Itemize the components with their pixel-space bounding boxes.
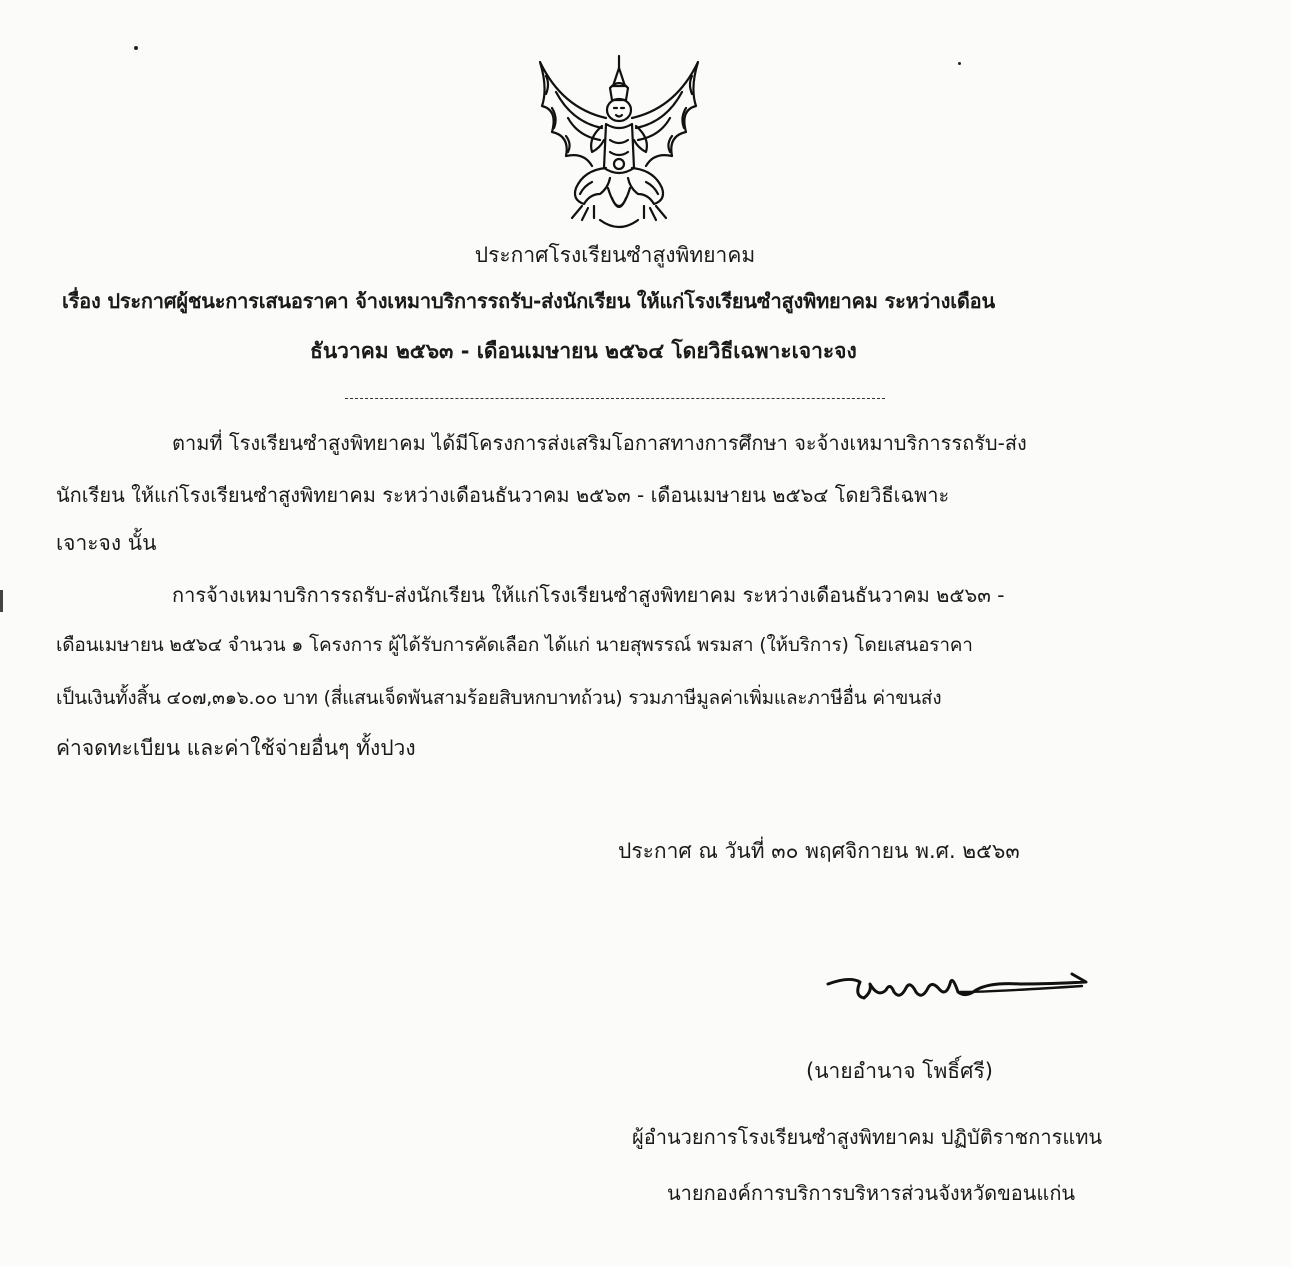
paragraph-2-line-1: การจ้างเหมาบริการรถรับ-ส่งนักเรียน ให้แก่โรงเรียนซำสูงพิทยาคม ระหว่างเดือนธันวาคม ๒๕๖๓ - bbox=[172, 583, 1005, 607]
scan-edge-mark bbox=[0, 590, 3, 612]
subject-line-1: เรื่อง ประกาศผู้ชนะการเสนอราคา จ้างเหมาบริการรถรับ-ส่งนักเรียน ให้แก่โรงเรียนซำสูงพิทยาคม ระหว่างเดือน bbox=[62, 289, 995, 313]
announcement-heading: ประกาศโรงเรียนซำสูงพิทยาคม bbox=[474, 243, 756, 267]
scan-speck bbox=[134, 46, 138, 50]
garuda-emblem-icon bbox=[522, 48, 716, 236]
paragraph-1-line-3: เจาะจง นั้น bbox=[56, 531, 157, 555]
handwritten-signature-icon bbox=[820, 962, 1095, 1020]
paragraph-1-line-1: ตามที่ โรงเรียนซำสูงพิทยาคม ได้มีโครงการส่งเสริมโอกาสทางการศึกษา จะจ้างเหมาบริการรถรับ-ส่ง bbox=[172, 431, 1027, 455]
scan-speck bbox=[958, 62, 961, 65]
signatory-name: (นายอำนาจ โพธิ์ศรี) bbox=[806, 1059, 993, 1083]
signatory-position-line-2: นายกองค์การบริการบริหารส่วนจังหวัดขอนแก่น bbox=[667, 1181, 1076, 1205]
paragraph-2-line-2: เดือนเมษายน ๒๕๖๔ จำนวน ๑ โครงการ ผู้ได้รับการคัดเลือก ได้แก่ นายสุพรรณ์ พรมสา (ให้บริการ) โดยเสนอราคา bbox=[56, 634, 973, 656]
paragraph-2-line-4: ค่าจดทะเบียน และค่าใช้จ่ายอื่นๆ ทั้งปวง bbox=[56, 736, 416, 760]
announcement-date: ประกาศ ณ วันที่ ๓๐ พฤศจิกายน พ.ศ. ๒๕๖๓ bbox=[618, 839, 1020, 863]
signatory-position-line-1: ผู้อำนวยการโรงเรียนซำสูงพิทยาคม ปฏิบัติราชการแทน bbox=[632, 1125, 1103, 1149]
divider bbox=[345, 398, 885, 399]
paragraph-2-line-3: เป็นเงินทั้งสิ้น ๔๐๗,๓๑๖.๐๐ บาท (สี่แสนเจ็ดพันสามร้อยสิบหกบาทถ้วน) รวมภาษีมูลค่าเพิ่มและภาษีอื่น ค่าขนส่ง bbox=[56, 687, 942, 709]
subject-line-2: ธันวาคม ๒๕๖๓ - เดือนเมษายน ๒๕๖๔ โดยวิธีเฉพาะเจาะจง bbox=[310, 339, 857, 363]
paragraph-1-line-2: นักเรียน ให้แก่โรงเรียนซำสูงพิทยาคม ระหว่างเดือนธันวาคม ๒๕๖๓ - เดือนเมษายน ๒๕๖๔ โดยวิธีเฉพาะ bbox=[56, 483, 950, 507]
